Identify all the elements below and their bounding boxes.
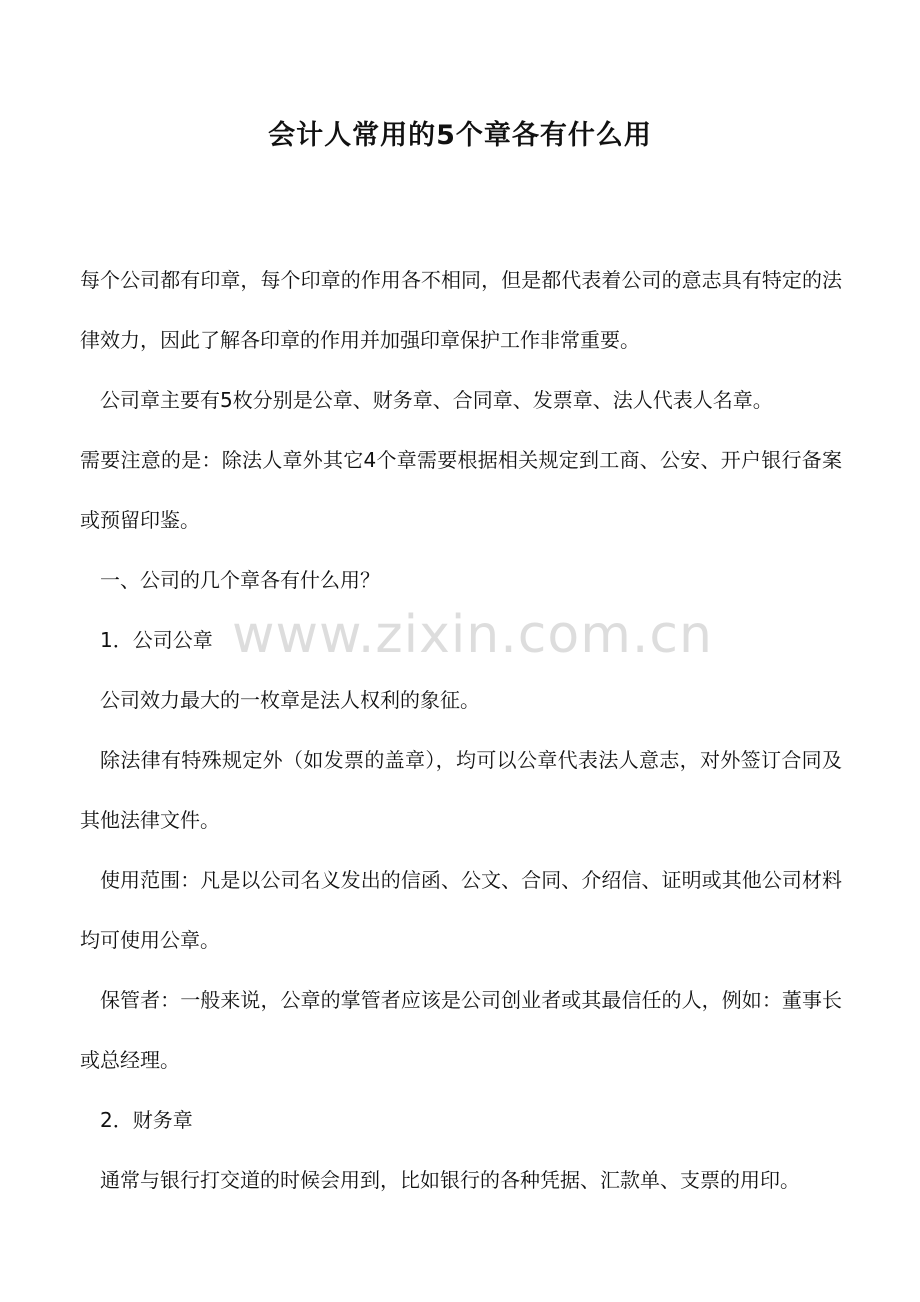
paragraph-seal-count: 公司章主要有5枚分别是公章、财务章、合同章、发票章、法人代表人名章。 xyxy=(100,388,773,412)
paragraph-custodian: 保管者：一般来说，公章的掌管者应该是公司创业者或其最信任的人，例如：董事长或总经理。 xyxy=(80,988,842,1072)
subheading-company-seal: 1．公司公章 xyxy=(100,628,213,652)
paragraph-note: 需要注意的是：除法人章外其它4个章需要根据相关规定到工商、公安、开户银行备案或预留印鉴。 xyxy=(80,448,842,532)
document-body xyxy=(80,250,842,1210)
watermark: www.zixin.com.cn xyxy=(232,605,713,665)
section-heading-1: 一、公司的几个章各有什么用？ xyxy=(100,568,380,592)
paragraph-company-seal-2: 除法律有特殊规定外（如发票的盖章），均可以公章代表法人意志，对外签订合同及其他法律文件。 xyxy=(80,748,842,832)
paragraph-usage-scope: 使用范围：凡是以公司名义发出的信函、公文、合同、介绍信、证明或其他公司材料均可使用公章。 xyxy=(80,868,842,952)
paragraph-intro: 每个公司都有印章，每个印章的作用各不相同，但是都代表着公司的意志具有特定的法律效力，因此了解各印章的作用并加强印章保护工作非常重要。 xyxy=(80,268,842,352)
paragraph-finance-seal: 通常与银行打交道的时候会用到，比如银行的各种凭据、汇款单、支票的用印。 xyxy=(100,1168,800,1192)
paragraph-company-seal-1: 公司效力最大的一枚章是法人权利的象征。 xyxy=(100,688,480,712)
document-title: 会计人常用的5个章各有什么用 xyxy=(268,120,652,151)
subheading-finance-seal: 2．财务章 xyxy=(100,1108,193,1132)
